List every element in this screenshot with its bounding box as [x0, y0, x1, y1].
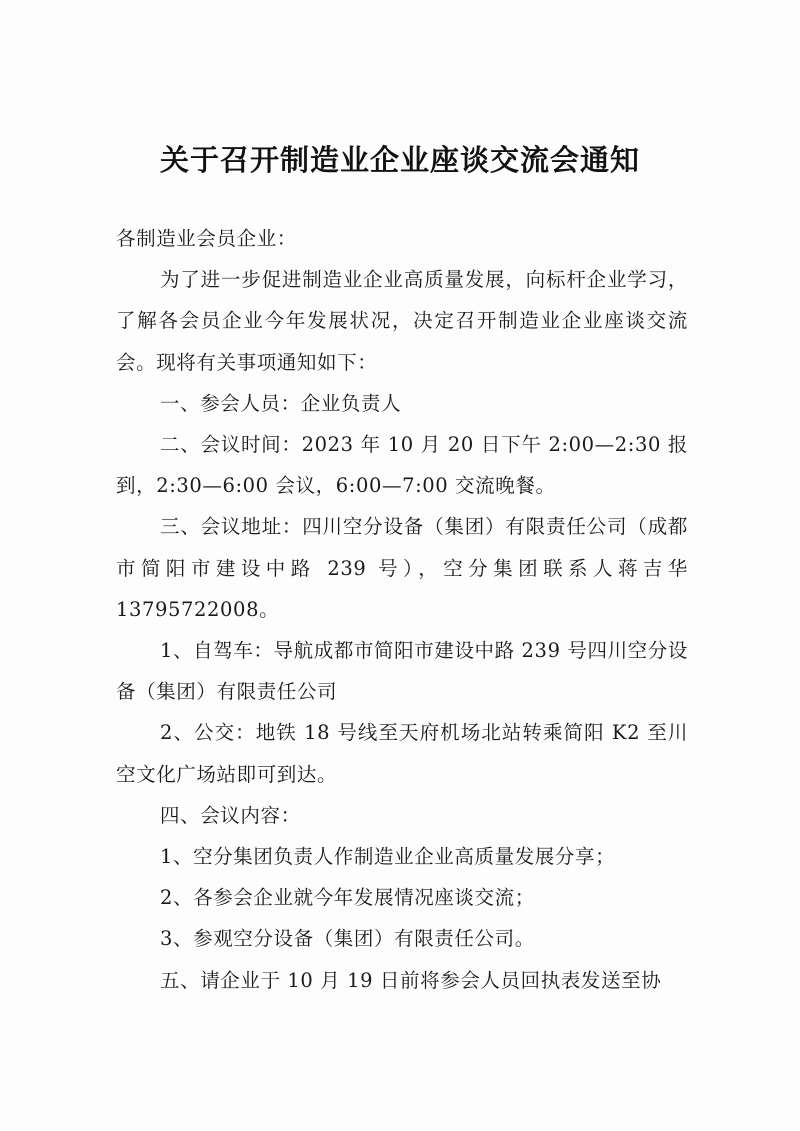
intro-paragraph: 为了进一步促进制造业企业高质量发展，向标杆企业学习，了解各会员企业今年发展状况，决定召开制造业企业座谈交流会。现将有关事项通知如下：: [116, 268, 688, 374]
transit-directions-item: 2、公交：地铁 18 号线至天府机场北站转乘简阳 K2 至川空文化广场站即可到达。: [116, 721, 688, 786]
reply-deadline-item: 五、请企业于 10 月 19 日前将参会人员回执表发送至协: [160, 968, 662, 992]
content-item-2: 2、各参会企业就今年发展情况座谈交流；: [160, 886, 535, 910]
notice-body: [116, 218, 688, 1001]
content-item-3: 3、参观空分设备（集团）有限责任公司。: [160, 927, 535, 951]
meeting-address-item: 三、会议地址：四川空分设备（集团）有限责任公司（成都市简阳市建设中路 239 号），空分集团联系人蒋吉华13795722008。: [116, 515, 688, 621]
content-item-1: 1、空分集团负责人作制造业企业高质量发展分享；: [160, 845, 616, 869]
salutation: 各制造业会员企业：: [116, 227, 297, 250]
notice-title: 关于召开制造业企业座谈交流会通知: [159, 143, 640, 177]
attendees-item: 一、参会人员：企业负责人: [160, 391, 402, 415]
meeting-time-item: 二、会议时间：2023 年 10 月 20 日下午 2:00—2:30 报到，2:30—6:00 会议，6:00—7:00 交流晚餐。: [116, 433, 688, 498]
driving-directions-item: 1、自驾车：导航成都市简阳市建设中路 239 号四川空分设备（集团）有限责任公司: [116, 639, 688, 704]
meeting-content-heading: 四、会议内容：: [160, 803, 301, 827]
